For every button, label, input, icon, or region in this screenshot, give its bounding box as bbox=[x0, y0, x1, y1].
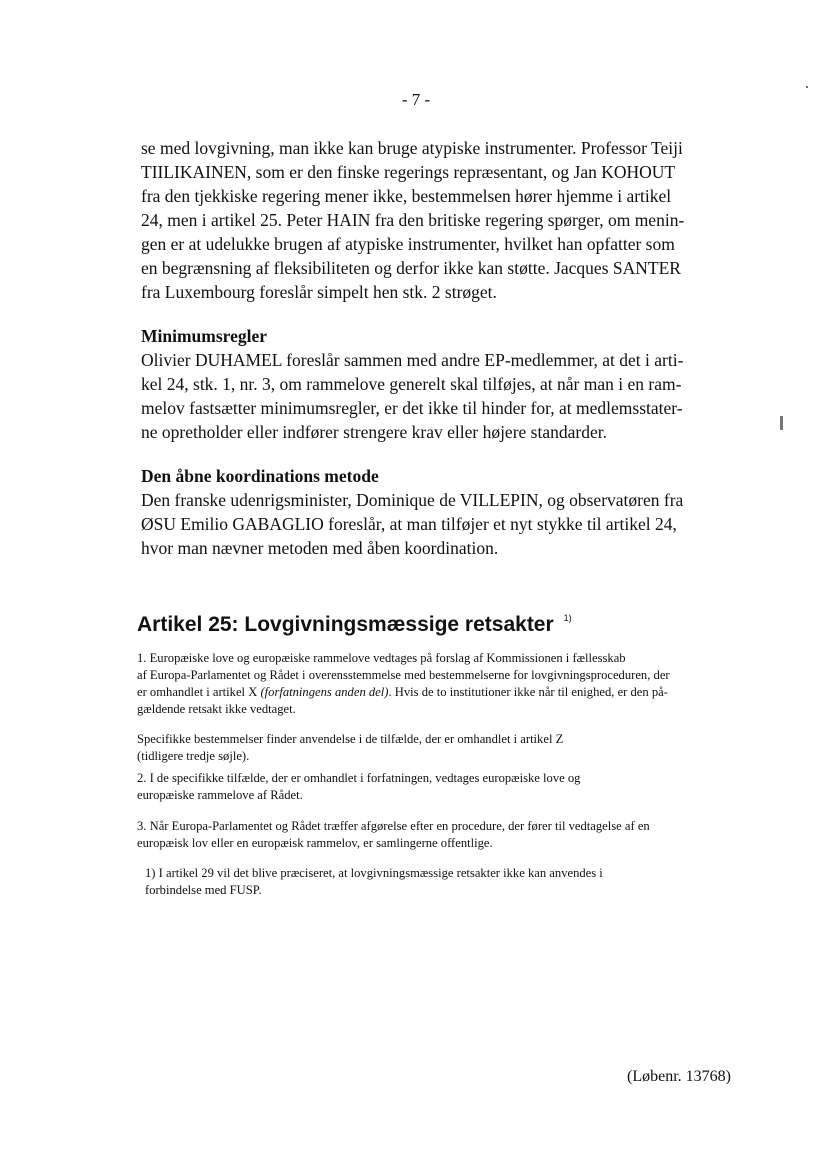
footnote-line: forbindelse med FUSP. bbox=[145, 883, 262, 897]
intro-paragraph bbox=[141, 136, 731, 304]
paragraph-line: (tidligere tredje søjle). bbox=[137, 749, 250, 763]
scan-mark bbox=[780, 416, 783, 430]
page-number: - 7 - bbox=[401, 90, 431, 109]
article-paragraph-1 bbox=[137, 650, 733, 718]
paragraph-line: europæiske rammelove af Rådet. bbox=[137, 788, 303, 802]
article-title: Artikel 25: Lovgivningsmæssige retsakter bbox=[137, 613, 554, 636]
paragraph-line: Olivier DUHAMEL foreslår sammen med andre EP-medlemmer, at det i arti- bbox=[141, 350, 684, 370]
paragraph-line: melov fastsætter minimumsregler, er det ikke til hinder for, at medlemsstater- bbox=[141, 398, 683, 418]
paragraph-line: TIILIKAINEN, som er den finske regerings repræsentant, og Jan KOHOUT bbox=[141, 162, 676, 182]
paragraph-line: se med lovgivning, man ikke kan bruge atypiske instrumenter. Professor Teiji bbox=[141, 138, 683, 158]
text-run: . Hvis de to institutioner ikke når til enighed, er den på- bbox=[388, 685, 668, 699]
section-open-coordination bbox=[141, 464, 731, 560]
italic-reference: (forfatningens anden del) bbox=[260, 685, 389, 699]
article-specific-provisions bbox=[137, 731, 733, 765]
paragraph-line: gen er at udelukke brugen af atypiske instrumenter, hvilket han opfatter som bbox=[141, 234, 675, 254]
footnote bbox=[145, 865, 705, 899]
article-paragraph-3 bbox=[137, 818, 733, 852]
footnote-marker: 1) bbox=[563, 613, 572, 623]
section-minimumsregler bbox=[141, 324, 731, 444]
paragraph-line: 24, men i artikel 25. Peter HAIN fra den britiske regering spørger, om menin- bbox=[141, 210, 685, 230]
paragraph-line: 3. Når Europa-Parlamentet og Rådet træffer afgørelse efter en procedure, der fører til vedtagelse af en bbox=[137, 819, 650, 833]
footnote-line: 1) I artikel 29 vil det blive præciseret, at lovgivningsmæssige retsakter ikke kan anvendes i bbox=[145, 866, 603, 880]
paragraph-line: 1. Europæiske love og europæiske rammelove vedtages på forslag af Kommissionen i fællesskab bbox=[137, 651, 626, 665]
paragraph-line: ne opretholder eller indfører strengere krav eller højere standarder. bbox=[141, 422, 607, 442]
paragraph-line: en begrænsning af fleksibiliteten og derfor ikke kan støtte. Jacques SANTER bbox=[141, 258, 681, 278]
paragraph-line: fra den tjekkiske regering mener ikke, bestemmelsen hører hjemme i artikel bbox=[141, 186, 672, 206]
paragraph-line: Den franske udenrigsminister, Dominique de VILLEPIN, og observatøren fra bbox=[141, 490, 684, 510]
paragraph-line: hvor man nævner metoden med åben koordination. bbox=[141, 538, 499, 558]
paragraph-line: gældende retsakt ikke vedtaget. bbox=[137, 702, 296, 716]
paragraph-line: 2. I de specifikke tilfælde, der er omhandlet i forfatningen, vedtages europæiske love og bbox=[137, 771, 581, 785]
paragraph-line bbox=[137, 684, 733, 701]
paragraph-line: fra Luxembourg foreslår simpelt hen stk. 2 strøget. bbox=[141, 282, 497, 302]
section-heading: Minimumsregler bbox=[141, 326, 268, 346]
paragraph-line: kel 24, stk. 1, nr. 3, om rammelove generelt skal tilføjes, at når man i en ram- bbox=[141, 374, 682, 394]
scan-speck bbox=[806, 86, 808, 88]
article-paragraph-2 bbox=[137, 770, 733, 804]
paragraph-line: af Europa-Parlamentet og Rådet i overensstemmelse med bestemmelserne for lovgivningsproceduren, der bbox=[137, 668, 670, 682]
paragraph-line: Specifikke bestemmelser finder anvendelse i de tilfælde, der er omhandlet i artikel Z bbox=[137, 732, 564, 746]
section-heading: Den åbne koordinations metode bbox=[141, 466, 379, 486]
paragraph-line: ØSU Emilio GABAGLIO foreslår, at man tilføjer et nyt stykke til artikel 24, bbox=[141, 514, 677, 534]
article-heading bbox=[137, 604, 572, 639]
paragraph-line: europæisk lov eller en europæisk rammelov, er samlingerne offentlige. bbox=[137, 836, 493, 850]
text-run: er omhandlet i artikel X bbox=[137, 685, 261, 699]
running-number: (Løbenr. 13768) bbox=[627, 1068, 731, 1085]
